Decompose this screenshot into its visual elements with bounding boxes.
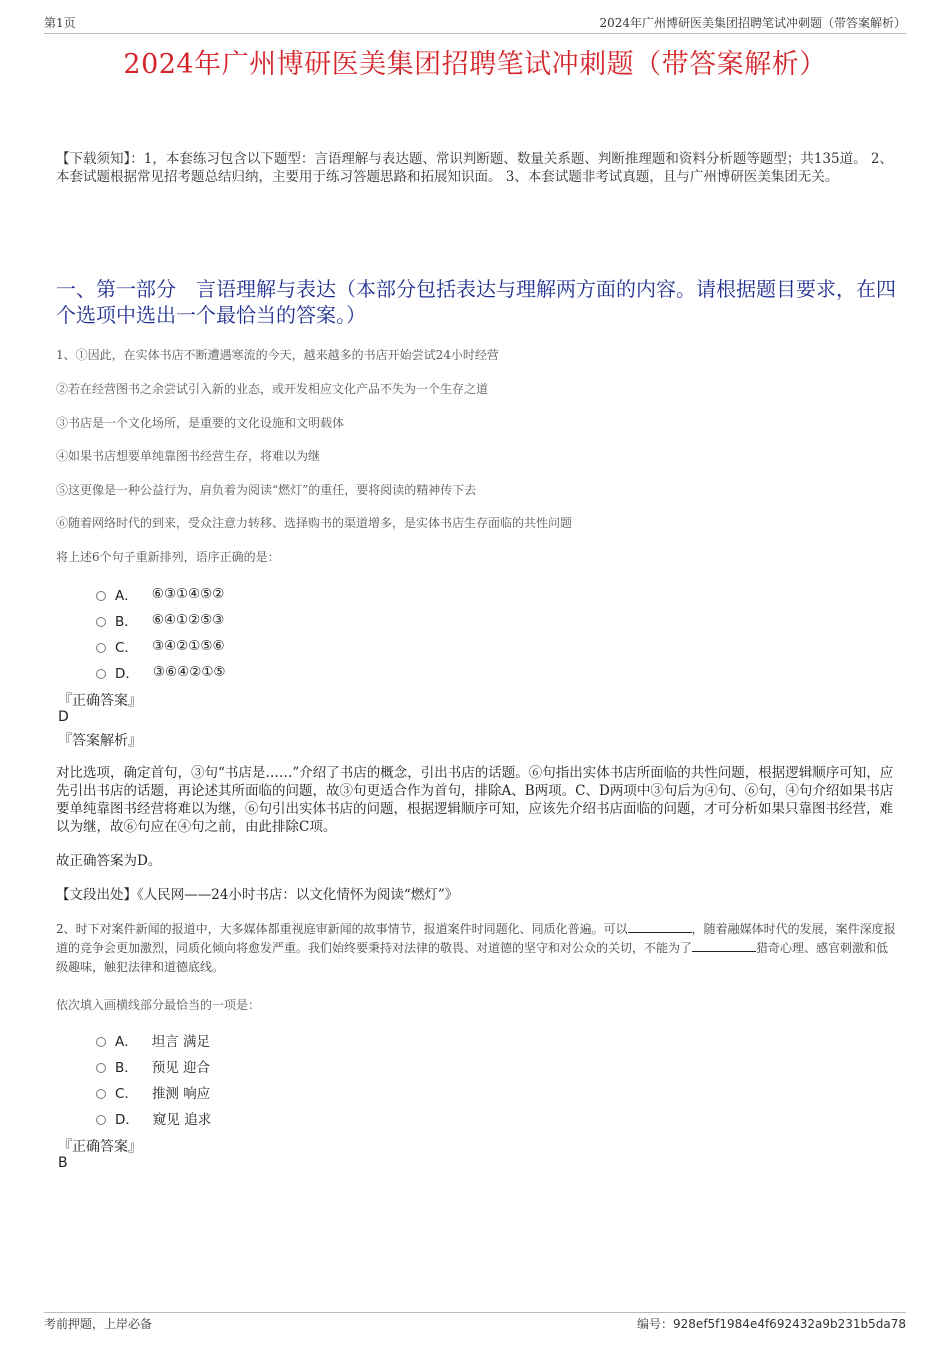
fill-blank — [628, 921, 692, 933]
option-text: 窥见 追求 — [152, 1112, 212, 1128]
q1-option-c[interactable] — [96, 636, 225, 656]
option-letter: D． — [115, 666, 139, 682]
fill-blank — [692, 940, 756, 952]
option-text: ③④②①⑤⑥ — [151, 638, 225, 654]
option-letter: C． — [115, 1086, 138, 1102]
option-text: 推测 响应 — [151, 1086, 211, 1102]
option-text: ⑥③①④⑤② — [151, 586, 225, 602]
footer-code: 928ef5f1984e4f692432a9b231b5da78 — [673, 1317, 906, 1331]
q1-prompt: 将上述6个句子重新排列，语序正确的是： — [56, 550, 280, 564]
radio-icon[interactable] — [96, 643, 106, 653]
q1-conclusion: 故正确答案为D。 — [56, 853, 162, 869]
radio-icon[interactable] — [96, 591, 106, 601]
option-text: ③⑥④②①⑤ — [152, 664, 226, 680]
footer-code-block — [637, 1315, 906, 1332]
q1-analysis: 对比选项，确定首句，③句“书店是……”介绍了书店的概念，引出书店的话题。⑥句指出实体书店所面临的共性问题，根据逻辑顺序可知，应先引出书店的话题，再论述其所面临的问题，故③句更适合作为首句，排除A、B两项。C、D两项中③句后为④句、⑥句，④句介绍如果书店要单纯靠图书经营将难以为继，⑥句引出实体书店的问题，根据逻辑顺序可知，应该先介绍书店面临的问题，才可分析如果只靠图书经营，难以为继，故⑥句应在④句之前，由此排除C项。 — [56, 765, 894, 835]
q2-stem-part: 猎奇心理、感官刺激和低级趣味，触犯法律和道德底线。 — [56, 941, 889, 974]
radio-icon[interactable] — [96, 1037, 106, 1047]
q1-sentence: ⑤这更像是一种公益行为，肩负着为阅读“燃灯”的重任，要将阅读的精神传下去 — [56, 483, 477, 497]
q2-stem-part: ，随着融媒体时代的发展，案件深度报道的竞争会更加激烈，同质化倾向将愈发严重。我们始终要秉持对法律的敬畏、对道德的坚守和对公众的关切，不能为了 — [56, 922, 896, 955]
option-letter: B． — [115, 1060, 138, 1076]
footer-code-label: 编号： — [637, 1317, 674, 1331]
q1-sentence: ②若在经营图书之余尝试引入新的业态，或开发相应文化产品不失为一个生存之道 — [56, 382, 489, 396]
option-letter: C． — [115, 640, 138, 656]
q2-stem-part: 2、时下对案件新闻的报道中，大多媒体都重视庭审新闻的故事情节，报道案件时同题化、同质化普遍。可以 — [56, 922, 628, 936]
header-doc-title: 2024年广州博研医美集团招聘笔试冲刺题（带答案解析） — [599, 16, 906, 30]
footer-slogan: 考前押题，上岸必备 — [44, 1317, 153, 1331]
q2-option-d[interactable] — [96, 1108, 211, 1128]
q2-option-b[interactable] — [96, 1056, 210, 1076]
page-header — [44, 14, 906, 34]
q1-sentence: 1、①因此，在实体书店不断遭遇寒流的今天，越来越多的书店开始尝试24小时经营 — [56, 348, 499, 362]
q1-answer: D — [58, 709, 69, 725]
q1-analysis-label: 『答案解析』 — [58, 733, 142, 749]
option-text: ⑥④①②⑤③ — [151, 612, 225, 628]
q2-answer-label: 『正确答案』 — [58, 1139, 142, 1155]
q1-sentence: ③书店是一个文化场所，是重要的文化设施和文明载体 — [56, 416, 345, 430]
q1-option-b[interactable] — [96, 610, 224, 630]
q1-sentence: ⑥随着网络时代的到来，受众注意力转移、选择购书的渠道增多，是实体书店生存面临的共性问题 — [56, 516, 573, 530]
option-text: 预见 迎合 — [151, 1060, 211, 1076]
q2-stem — [56, 920, 898, 977]
page-number: 第1页 — [44, 16, 76, 30]
option-letter: B． — [115, 614, 138, 630]
radio-icon[interactable] — [96, 1089, 106, 1099]
q1-option-a[interactable] — [96, 584, 224, 604]
q1-answer-label: 『正确答案』 — [58, 693, 142, 709]
q2-option-a[interactable] — [96, 1030, 210, 1050]
option-letter: A． — [115, 1034, 138, 1050]
option-letter: D． — [115, 1112, 139, 1128]
radio-icon[interactable] — [96, 1115, 106, 1125]
download-notice: 【下载须知】：1，本套练习包含以下题型：言语理解与表达题、常识判断题、数量关系题、判断推理题和资料分析题等题型；共135道。 2、本套试题根据常见招考题总结归纳，主要用于练习答题思路和拓展知识面。 3、本套试题非考试真题，且与广州博研医美集团无关。 — [56, 151, 893, 185]
radio-icon[interactable] — [96, 1063, 106, 1073]
document-title: 2024年广州博研医美集团招聘笔试冲刺题（带答案解析） — [123, 49, 827, 80]
q2-prompt: 依次填入画横线部分最恰当的一项是： — [56, 998, 261, 1012]
q2-option-c[interactable] — [96, 1082, 210, 1102]
radio-icon[interactable] — [96, 617, 106, 627]
option-text: 坦言 满足 — [151, 1034, 211, 1050]
q1-option-d[interactable] — [96, 662, 226, 682]
radio-icon[interactable] — [96, 669, 106, 679]
q2-answer: B — [58, 1155, 68, 1171]
page-footer — [44, 1312, 906, 1332]
q1-sentence: ④如果书店想要单纯靠图书经营生存，将难以为继 — [56, 449, 321, 463]
q1-source: 【文段出处】《人民网——24小时书店：以文化情怀为阅读“燃灯”》 — [56, 887, 459, 903]
section-heading: 一、第一部分 言语理解与表达（本部分包括表达与理解两方面的内容。请根据题目要求，在四个选项中选出一个最恰当的答案。） — [56, 277, 896, 327]
option-letter: A． — [115, 588, 138, 604]
